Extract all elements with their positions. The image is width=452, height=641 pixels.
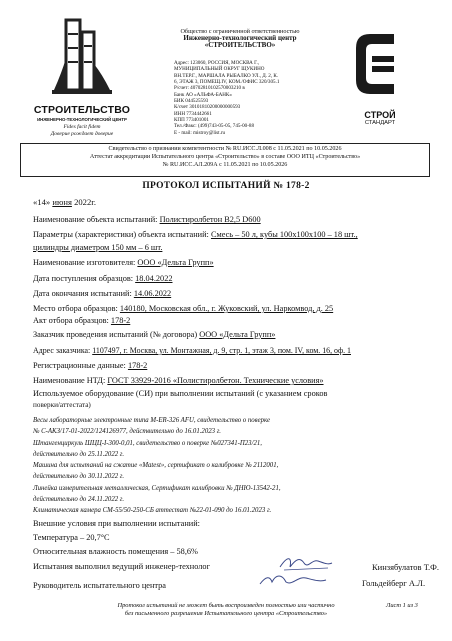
equipment-line: действительно до 24.11.2022 г. <box>33 496 125 504</box>
brand-name: СТРОИТЕЛЬСТВО <box>33 104 131 116</box>
equipment-line: действительно до 30.11.2022 г. <box>33 473 125 481</box>
equipment-line: Климатическая камера СМ-55/50-250-СБ аттестат №22-01-090 до 16.01.2023 г. <box>33 507 272 515</box>
field-finished <box>33 289 171 299</box>
humidity: Относительная влажность помещения – 58,6% <box>33 547 198 556</box>
field-object-label: Наименование объекта испытаний: <box>33 215 158 224</box>
standard-label-1: СТРОЙ <box>364 110 396 120</box>
field-params-value-2: цилиндры диаметром 150 мм – 6 шт. <box>33 243 163 252</box>
protocol-title: ПРОТОКОЛ ИСПЫТАНИЙ № 178-2 <box>142 181 310 191</box>
conditions-label: Внешние условия при выполнении испытаний: <box>33 519 200 528</box>
address-line: Банк АО «АЛЬФА-БАНК» <box>174 91 232 98</box>
equipment-label-2: поверки/аттестата) <box>33 401 91 409</box>
field-params-label: Параметры (характеристики) объекта испытаний: <box>33 230 209 239</box>
executor-name: Кинзябулатов Т.Ф. <box>372 562 440 572</box>
head-name: Гольдейберг А.Л. <box>362 578 426 588</box>
org-address-block <box>174 60 324 136</box>
field-maker <box>33 258 214 268</box>
address-line: К/счет 30101810200000000593 <box>174 104 241 111</box>
brand-motto-latin: Fides facit fidem <box>63 124 101 130</box>
field-received-label: Дата поступления образцов: <box>33 274 134 283</box>
org-title: Инженерно-технологический центр <box>183 34 297 42</box>
org-form: Общество с ограниченной ответственностью <box>180 28 300 35</box>
address-line: БИК 044525593 <box>174 98 209 105</box>
temperature: Температура – 20,7°С <box>33 533 110 542</box>
date-month: июня <box>52 197 72 207</box>
field-customer-label: Заказчик проведения испытаний (№ договора) <box>33 330 198 339</box>
equipment-line: Машина для испытаний на сжатие «Matest», сертификат о калибровке № 2112001, <box>33 462 279 470</box>
accreditation-box <box>20 143 430 177</box>
address-line: E - mail: mistroy@list.ru <box>174 129 226 136</box>
company-logo-icon <box>52 14 112 98</box>
field-customer-address-value: 1107497, г. Москва, ул. Монтажная, д. 9, стр. 1, этаж 3, пом. IV, ком. 16, оф. 1 <box>92 346 351 355</box>
brand-motto <box>20 124 144 138</box>
field-equipment-label-cont <box>33 400 91 410</box>
head-signature-icon <box>258 572 328 588</box>
field-act <box>33 316 130 326</box>
address-line: Тел./Факс: (499)743-05-05, 745-00-88 <box>174 123 255 130</box>
field-customer <box>33 330 275 340</box>
field-customer-address <box>33 346 351 356</box>
field-finished-value: 14.06.2022 <box>133 289 172 298</box>
protocol-date <box>33 197 96 207</box>
page-number: Лист 1 из 3 <box>386 602 418 609</box>
equipment-line: № С-АКЗ/17-01-2022/124126977, действительно до 16.01.2023 г. <box>33 428 221 436</box>
address-line: ВН.ТЕР.Г., МАРШАЛА РЫБАЛКО УЛ., Д. 2, К. <box>174 72 279 79</box>
equipment-label-1: Используемое оборудование (СИ) при выполнении испытаний (с указанием сроков <box>33 389 328 398</box>
field-received <box>33 274 173 284</box>
field-params-cont <box>33 243 162 253</box>
field-registration <box>33 361 147 371</box>
equipment-line: Штангенциркуль ШЦЦ-I-300-0,01, свидетельство о поверке №027341-П23/21, <box>33 439 262 447</box>
field-place-label: Место отбора образцов: <box>33 304 118 313</box>
field-ntd-label: Наименование НТД: <box>33 376 106 385</box>
date-year: 2022г. <box>74 197 96 207</box>
address-line: КПП 773401001 <box>174 117 209 124</box>
head-role: Руководитель испытательного центра <box>33 581 166 590</box>
field-place <box>33 304 333 314</box>
org-brand: «СТРОИТЕЛЬСТВО» <box>204 41 276 49</box>
footer-line-2: без письменного разрешения Испытательного центра «Строительство» <box>124 610 328 617</box>
field-registration-value: 178-2 <box>127 361 148 370</box>
field-object <box>33 215 261 225</box>
cert-line-3: № RU.ИСС.АЛ.209А с 11.05.2021 по 10.05.2026 <box>162 161 288 168</box>
field-ntd <box>33 376 324 386</box>
cert-line-2: Аттестат аккредитации Испытательного центра «Строительство» в составе ООО ИТЦ «Строительство» <box>89 153 361 160</box>
equipment-line: Весы лабораторные электронные типа M-ER-326 AFU, свидетельство о поверке <box>33 417 271 424</box>
equipment-list <box>33 415 423 517</box>
field-maker-label: Наименование изготовителя: <box>33 258 136 267</box>
brand-motto-ru: Доверие рождает доверие <box>50 131 114 137</box>
field-equipment-label <box>33 389 327 399</box>
equipment-line: Линейка измерительная металлическая, Сертификат калибровки № ДНЮ-13542-21, <box>33 484 281 492</box>
field-params <box>33 230 358 240</box>
brand-subtitle: ИНЖЕНЕРНО-ТЕХНОЛОГИЧЕСКИЙ ЦЕНТР <box>37 117 127 122</box>
organization-name <box>150 28 330 49</box>
field-object-value: Полистиролбетон В2,5 D600 <box>159 215 261 224</box>
field-ntd-value: ГОСТ 33929-2016 «Полистиролбетон. Технические условия» <box>107 376 324 385</box>
field-maker-value: ООО «Дельта Групп» <box>137 258 214 267</box>
field-act-label: Акт отбора образцов: <box>33 316 109 325</box>
address-line: МУНИЦИПАЛЬНЫЙ ОКРУГ ЩУКИНО <box>174 66 265 73</box>
field-params-value-1: Смесь – 50 л, кубы 100х100х100 – 18 шт., <box>210 230 358 239</box>
field-act-value: 178-2 <box>110 316 131 325</box>
executor-signature-icon <box>278 553 334 573</box>
cert-line-1: Свидетельство о признании компетентности № RU.ИСС.Л.008 с 11.05.2021 по 10.05.2026 <box>108 146 342 152</box>
executor-role: Испытания выполнил ведущий инженер-технолог <box>33 562 210 571</box>
field-customer-address-label: Адрес заказчика: <box>33 346 91 355</box>
standard-label-2: СТАНДАРТ <box>364 120 396 126</box>
date-day: «14» <box>33 197 51 207</box>
address-line: ИНН 7734442661 <box>174 110 212 117</box>
footer-note <box>0 602 452 618</box>
footer-line-1: Протокол испытаний не может быть воспроизведен полностью или частично <box>117 602 335 609</box>
address-line: Р/счет: 40702810102570003210 в <box>174 85 245 92</box>
equipment-line: действительно до 25.11.2022 г. <box>33 450 125 458</box>
field-registration-label: Регистрационные данные: <box>33 361 126 370</box>
field-customer-value: ООО «Дельта Групп» <box>199 330 276 339</box>
field-finished-label: Дата окончания испытаний: <box>33 289 132 298</box>
address-line: 6, ЭТАЖ 3, ПОМЕЩ.IV, КОМ./ОФИС 320/305.1 <box>174 79 280 86</box>
field-place-value: 140180, Московская обл., г. Жуковский, ул. Наркомвод, д. 25 <box>119 304 334 313</box>
address-line: Адрес: 123060, РОССИЯ, МОСКВА Г., <box>174 60 260 66</box>
field-received-value: 18.04.2022 <box>135 274 173 283</box>
